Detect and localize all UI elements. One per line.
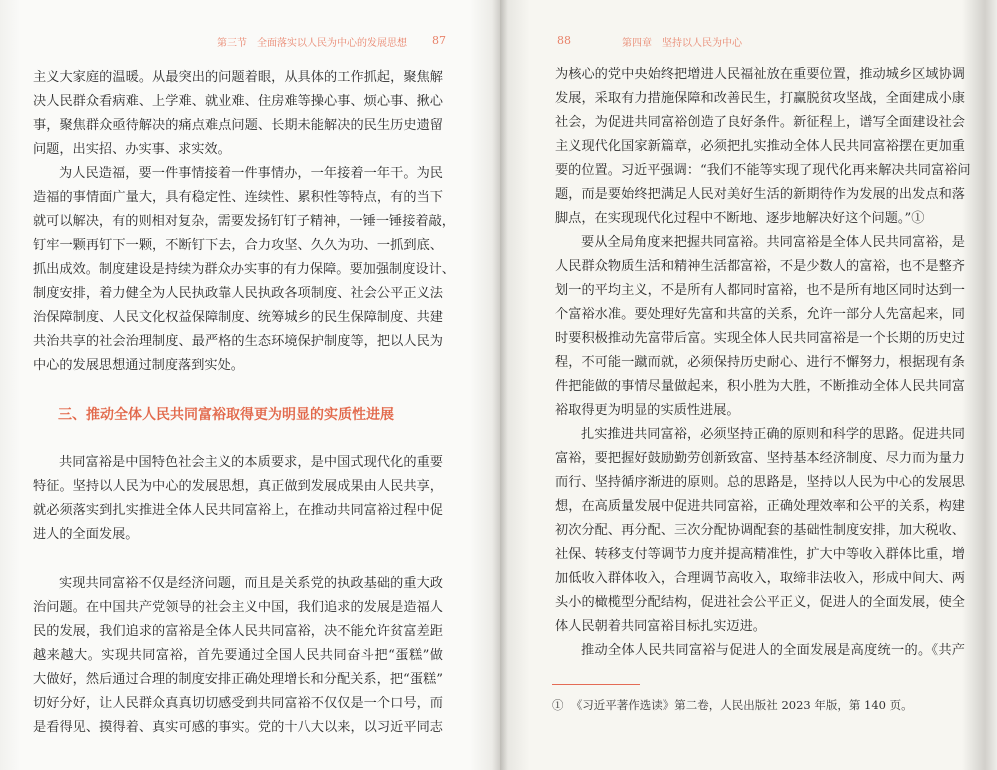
text-line: 特征。坚持以人民为中心的发展思想，真正做到发展成果由人民共享， xyxy=(33,479,443,494)
running-head-section: 第三节 全面落实以人民为中心的发展思想 xyxy=(217,38,407,49)
text-line: 发展，采取有力措施保障和改善民生，打赢脱贫攻坚战，全面建成小康 xyxy=(555,91,965,106)
text-line: 件把能做的事情尽量做起来，积小胜为大胜，不断推动全体人民共同富 xyxy=(555,379,965,394)
paragraph xyxy=(33,572,443,740)
text-line: 划一的平均主义，不是所有人都同时富裕，也不是所有地区同时达到一 xyxy=(555,283,965,298)
text-line: 推动全体人民共同富裕与促进人的全面发展是高度统一的。《共产 xyxy=(581,643,965,658)
paragraph-group xyxy=(33,66,455,378)
text-line: 大做好，然后通过合理的制度安排正确处理增长和分配关系，把“蛋糕” xyxy=(33,672,443,687)
text-line: 民的发展，我们追求的富裕是全体人民共同富裕，决不能允许贫富差距 xyxy=(33,624,443,639)
text-line: 主义大家庭的温暖。从最突出的问题着眼，从具体的工作抓起，聚焦解 xyxy=(33,70,443,85)
text-line: 越来越大。实现共同富裕，首先要通过全国人民共同奋斗把“蛋糕”做 xyxy=(33,648,443,663)
footnote-divider xyxy=(552,684,640,685)
text-line: 为核心的党中央始终把增进人民福祉放在重要位置，推动城乡区域协调 xyxy=(555,67,965,82)
page-number: 87 xyxy=(432,34,446,47)
text-line: 扎实推进共同富裕，必须坚持正确的原则和科学的思路。促进共同 xyxy=(581,427,965,442)
footnote-text: 《习近平著作选读》第二卷，人民出版社 2023 年版，第 140 页。 xyxy=(570,698,913,712)
text-line: 制度安排，着力健全为人民执政靠人民执政各项制度、社会公平正义法 xyxy=(33,286,443,301)
text-line: 加低收入群体收入，合理调节高收入，取缔非法收入，形成中间大、两 xyxy=(555,571,965,586)
text-line: 富裕，要把握好鼓励勤劳创新致富、坚持基本经济制度、尽力而为量力 xyxy=(555,451,965,466)
text-line: 题，而是要始终把满足人民对美好生活的新期待作为发展的出发点和落 xyxy=(555,187,965,202)
text-line: 造福的事情面广量大，具有稳定性、连续性、累积性等特点，有的当下 xyxy=(33,190,443,205)
text-line: 想，在高质量发展中促进共同富裕，正确处理效率和公平的关系，构建 xyxy=(555,499,965,514)
text-line: 问题，出实招、办实事、求实效。 xyxy=(33,142,231,157)
text-line: 共治共享的社会治理制度、最严格的生态环境保护制度等，把以人民为 xyxy=(33,334,443,349)
text-line: 共同富裕是中国特色社会主义的本质要求，是中国式现代化的重要 xyxy=(59,455,443,470)
text-line: 中心的发展思想通过制度落到实处。 xyxy=(33,358,244,373)
paragraph-group xyxy=(555,63,971,663)
text-line: 治保障制度、人民文化权益保障制度、统筹城乡的民生保障制度、共建 xyxy=(33,310,443,325)
text-line: 就可以解决，有的则相对复杂，需要发扬钉钉子精神，一锤一锤接着敲， xyxy=(33,214,455,229)
text-line: 是看得见、摸得着、真实可感的事实。党的十八大以来，以习近平同志 xyxy=(33,720,443,735)
paragraph xyxy=(555,423,965,639)
paragraph xyxy=(555,231,965,423)
text-line: 决人民群众看病难、上学难、就业难、住房难等操心事、烦心事、揪心 xyxy=(33,94,443,109)
running-head-chapter: 第四章 坚持以人民为中心 xyxy=(622,38,742,49)
text-line: 社会，为促进共同富裕创造了良好条件。新征程上，谱写全面建设社会 xyxy=(555,115,965,130)
text-line: 程，不可能一蹴而就，必须保持历史耐心、进行不懈努力，根据现有条 xyxy=(555,355,965,370)
paragraph-group xyxy=(33,451,443,740)
text-line: 人民群众物质生活和精神生活都富裕，不是少数人的富裕，也不是整齐 xyxy=(555,259,965,274)
paragraph xyxy=(555,639,965,663)
text-line: 初次分配、再分配、三次分配协调配套的基础性制度安排，加大税收、 xyxy=(555,523,965,538)
text-line: 事，聚焦群众亟待解决的痛点难点问题、长期未能解决的民生历史遗留 xyxy=(33,118,443,133)
text-line: 体人民朝着共同富裕目标扎实迈进。 xyxy=(555,619,766,634)
text-line: 个富裕水准。要处理好先富和共富的关系，允许一部分人先富起来，同 xyxy=(555,307,965,322)
paragraph xyxy=(33,66,443,162)
paragraph xyxy=(33,451,443,547)
text-line: 切好分好，让人民群众真真切切感受到共同富裕不仅仅是一个口号，而 xyxy=(33,696,443,711)
text-line: 主义现代化国家新篇章，必须把扎实推动全体人民共同富裕摆在更加重 xyxy=(555,139,965,154)
footnote xyxy=(552,697,913,713)
paragraph xyxy=(555,63,971,231)
text-line: 为人民造福，要一件事情接着一件事情办，一年接着一年干。为民 xyxy=(59,166,443,181)
section-heading: 三、推动全体人民共同富裕取得更为明显的实质性进展 xyxy=(58,407,394,423)
text-line: 要的位置。习近平强调：“我们不能等实现了现代化再来解决共同富裕问 xyxy=(555,163,971,178)
text-line: 实现共同富裕不仅是经济问题，而且是关系党的执政基础的重大政 xyxy=(59,576,443,591)
page-number: 88 xyxy=(557,34,571,47)
text-line: 治问题。在中国共产党领导的社会主义中国，我们追求的发展是造福人 xyxy=(33,600,443,615)
text-line: 裕取得更为明显的实质性进展。 xyxy=(555,403,740,418)
text-line: 社保、转移支付等调节力度并提高精准性，扩大中等收入群体比重，增 xyxy=(555,547,965,562)
text-line: 脚点，在实现现代化过程中不断地、逐步地解决好这个问题。”① xyxy=(555,211,925,226)
text-line: 抓出成效。制度建设是持续为群众办实事的有力保障。要加强制度设计、 xyxy=(33,262,455,277)
text-line: 头小的橄榄型分配结构，促进社会公平正义，促进人的全面发展，使全 xyxy=(555,595,965,610)
paragraph xyxy=(33,162,455,378)
text-line: 而行、坚持循序渐进的原则。总的思路是，坚持以人民为中心的发展思 xyxy=(555,475,965,490)
text-line: 就必须落实到扎实推进全体人民共同富裕上，在推动共同富裕过程中促 xyxy=(33,503,443,518)
text-line: 钉牢一颗再钉下一颗，不断钉下去，合力攻坚、久久为功、一抓到底、 xyxy=(33,238,443,253)
footnote-marker: ① xyxy=(552,698,564,712)
text-line: 要从全局角度来把握共同富裕。共同富裕是全体人民共同富裕，是 xyxy=(581,235,965,250)
text-line: 进人的全面发展。 xyxy=(33,527,139,542)
right-page xyxy=(500,0,997,770)
text-line: 时要积极推动先富带后富。实现全体人民共同富裕是一个长期的历史过 xyxy=(555,331,965,346)
